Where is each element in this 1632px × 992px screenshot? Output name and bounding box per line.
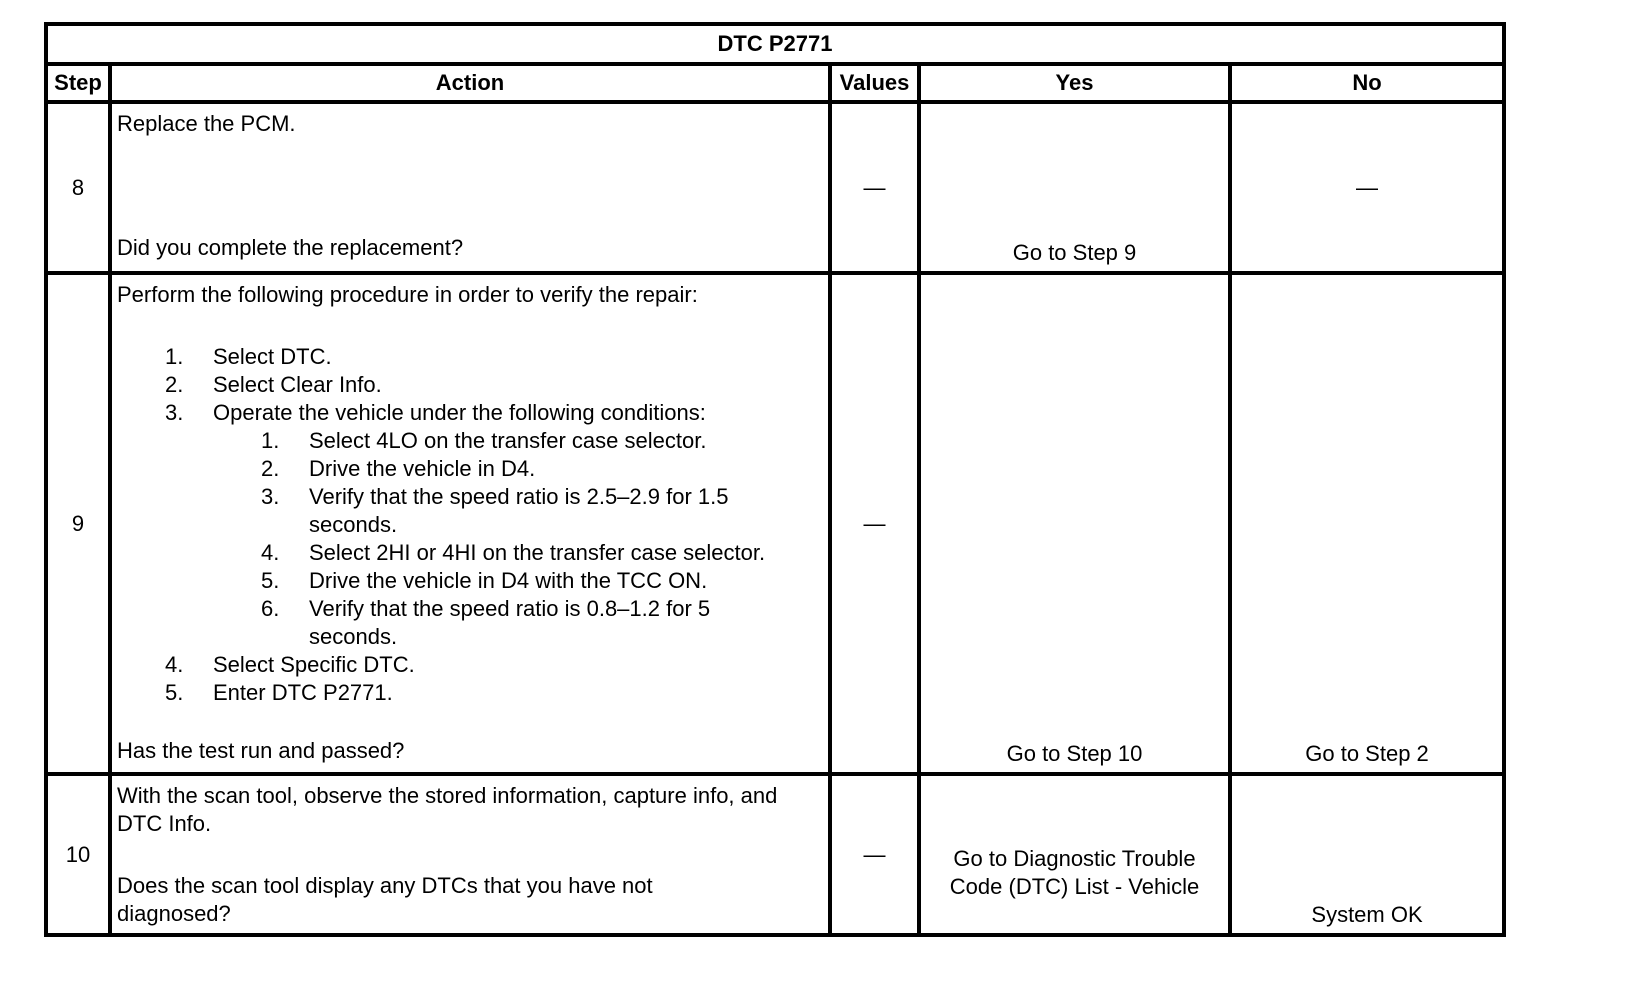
sub-procedure-item: Drive the vehicle in D4. (309, 455, 536, 481)
yes-cell: Go to Diagnostic Trouble Code (DTC) List - Vehicle (919, 774, 1230, 935)
sub-procedure-item: Verify that the speed ratio is 2.5–2.9 for 1.5 seconds. (309, 483, 729, 537)
action-cell (110, 774, 830, 935)
no-cell: — (1230, 102, 1504, 273)
values-cell: — (830, 102, 919, 273)
yes-cell: Go to Step 9 (919, 102, 1230, 273)
header-row (46, 64, 1504, 102)
action-intro: Replace the PCM. (117, 111, 296, 137)
no-cell: System OK (1230, 774, 1504, 935)
sub-procedure-item: Verify that the speed ratio is 0.8–1.2 for 5 seconds. (309, 595, 711, 649)
sub-procedure-item: Select 2HI or 4HI on the transfer case selector. (309, 539, 766, 565)
header-step: Step (46, 64, 110, 102)
title-row (46, 24, 1504, 64)
step-number: 10 (46, 774, 110, 935)
no-cell: Go to Step 2 (1230, 273, 1504, 775)
dtc-table (44, 22, 1506, 937)
action-cell (110, 273, 830, 775)
yes-cell: Go to Step 10 (919, 273, 1230, 775)
procedure-item: Enter DTC P2771. (213, 679, 393, 705)
procedure-item: Select DTC. (213, 343, 332, 369)
sub-procedure-list (213, 427, 823, 651)
step-number: 8 (46, 102, 110, 273)
procedure-item: Select Clear Info. (213, 371, 382, 397)
procedure-list (117, 343, 823, 707)
sub-procedure-item: Drive the vehicle in D4 with the TCC ON. (309, 567, 708, 593)
action-intro: Perform the following procedure in order to verify the repair: (117, 281, 698, 307)
header-values: Values (830, 64, 919, 102)
header-yes: Yes (919, 64, 1230, 102)
table-row-step-8 (46, 102, 1504, 273)
action-question: Does the scan tool display any DTCs that you have not diagnosed? (117, 873, 653, 927)
table-row-step-10 (46, 774, 1504, 935)
table-row-step-9 (46, 273, 1504, 775)
header-no: No (1230, 64, 1504, 102)
step-number: 9 (46, 273, 110, 775)
action-question: Did you complete the replacement? (117, 235, 464, 261)
action-cell (110, 102, 830, 273)
sub-procedure-item: Select 4LO on the transfer case selector. (309, 427, 707, 453)
table-title: DTC P2771 (46, 24, 1504, 64)
procedure-item (213, 399, 823, 651)
action-intro: With the scan tool, observe the stored information, capture info, and DTC Info. (117, 783, 778, 837)
procedure-item: Select Specific DTC. (213, 651, 415, 677)
values-cell: — (830, 774, 919, 935)
header-action: Action (110, 64, 830, 102)
values-cell: — (830, 273, 919, 775)
action-question: Has the test run and passed? (117, 737, 405, 763)
procedure-item-text: Operate the vehicle under the following conditions: (213, 399, 706, 425)
